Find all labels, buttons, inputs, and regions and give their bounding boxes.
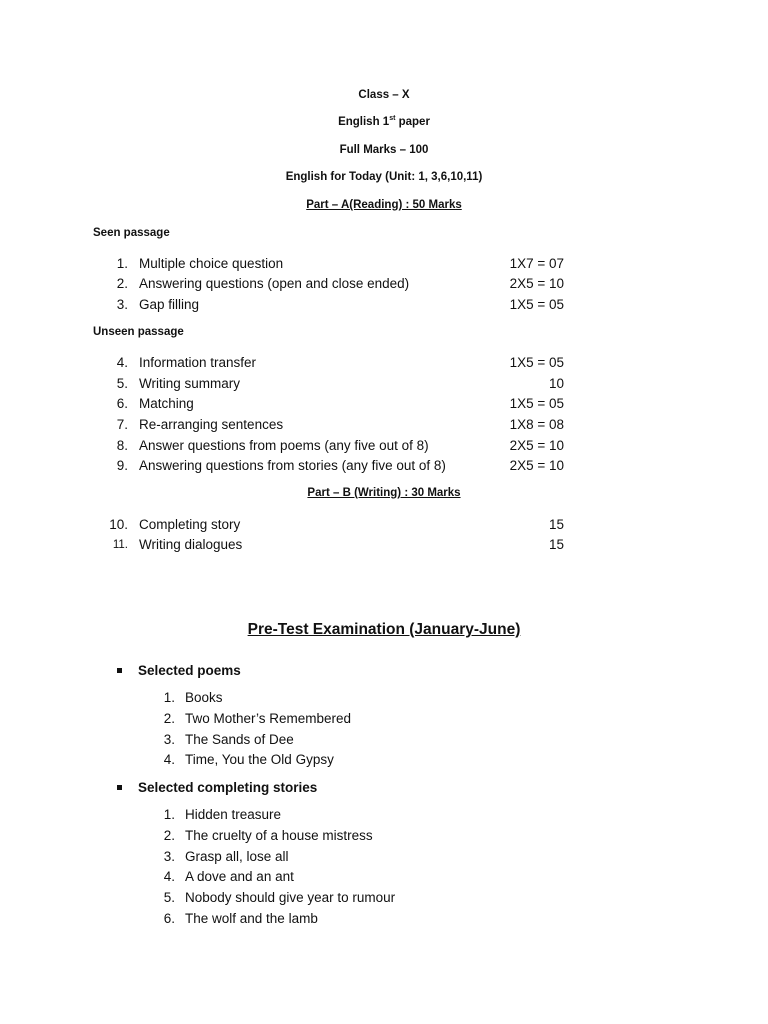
item-number: 5. [116,376,128,391]
item-marks: 15 [548,537,564,552]
item-marks: 1X5 = 05 [509,355,564,370]
item-marks: 1X5 = 05 [509,297,564,312]
item-label: Matching [139,396,194,411]
paper-sup: st [389,115,396,123]
item-number: 1. [163,807,175,822]
item-label: The cruelty of a house mistress [185,828,373,843]
item-marks: 2X5 = 10 [509,438,564,453]
item-marks: 1X7 = 07 [509,256,564,271]
selected-poems-heading [117,663,241,678]
item-label: Writing summary [139,376,241,391]
item-number: 6. [116,396,128,411]
item-number: 4. [163,869,175,884]
paper-line [0,116,768,128]
item-number: 2. [163,828,175,843]
item-label: Grasp all, lose all [185,849,289,864]
list-item [0,537,768,557]
item-label: Multiple choice question [139,256,284,271]
list-item [0,417,768,437]
item-label: Answer questions from poems (any five out of 8) [139,438,429,453]
item-number: 4. [116,355,128,370]
pretest-title: Pre-Test Examination (January-June) [247,621,521,638]
item-number: 10. [109,517,128,532]
item-label: Two Mother’s Remembered [185,711,352,726]
part-b-heading: Part – B (Writing) : 30 Marks [307,487,461,499]
item-number: 3. [163,849,175,864]
item-label: Hidden treasure [185,807,282,822]
item-label: Information transfer [139,355,257,370]
square-bullet-icon [117,785,122,790]
item-number: 3. [116,297,128,312]
item-number: 9. [116,458,128,473]
list-item [0,438,768,458]
item-marks: 2X5 = 10 [509,276,564,291]
list-item [0,297,768,317]
item-number: 1. [116,256,128,271]
item-number: 1. [163,690,175,705]
part-a-heading: Part – A(Reading) : 50 Marks [306,199,462,211]
list-item [0,376,768,396]
paper-suffix: paper [395,116,430,128]
class-line: Class – X [358,89,410,101]
item-label: Nobody should give year to rumour [185,890,396,905]
selected-poems-label: Selected poems [138,663,241,678]
item-label: The Sands of Dee [185,732,294,747]
list-item [0,517,768,537]
item-marks: 15 [548,517,564,532]
item-number: 2. [116,276,128,291]
selected-stories-heading [117,780,317,795]
item-label: Gap filling [139,297,200,312]
list-item [0,276,768,296]
item-number: 4. [163,752,175,767]
item-number: 3. [163,732,175,747]
item-label: A dove and an ant [185,869,294,884]
item-number: 7. [116,417,128,432]
item-label: Answering questions from stories (any five out of 8) [139,458,446,473]
item-label: Re-arranging sentences [139,417,284,432]
list-item [0,396,768,416]
list-item [0,458,768,478]
seen-passage-heading: Seen passage [93,227,170,239]
paper-prefix: English 1 [338,116,390,128]
book-line: English for Today (Unit: 1, 3,6,10,11) [285,171,483,183]
item-number: 6. [163,911,175,926]
item-number: 5. [163,890,175,905]
list-item [0,355,768,375]
item-label: Writing dialogues [139,537,243,552]
item-marks: 2X5 = 10 [509,458,564,473]
item-label: Completing story [139,517,241,532]
item-marks: 10 [548,376,564,391]
item-label: The wolf and the lamb [185,911,318,926]
square-bullet-icon [117,668,122,673]
item-number: 11. [112,539,128,551]
item-label: Books [185,690,223,705]
item-number: 8. [116,438,128,453]
unseen-passage-heading: Unseen passage [93,326,184,338]
item-label: Time, You the Old Gypsy [185,752,334,767]
list-item [0,256,768,276]
selected-stories-label: Selected completing stories [138,780,318,795]
item-marks: 1X5 = 05 [509,396,564,411]
item-label: Answering questions (open and close ended) [139,276,410,291]
item-marks: 1X8 = 08 [509,417,564,432]
full-marks: Full Marks – 100 [339,144,429,156]
item-number: 2. [163,711,175,726]
